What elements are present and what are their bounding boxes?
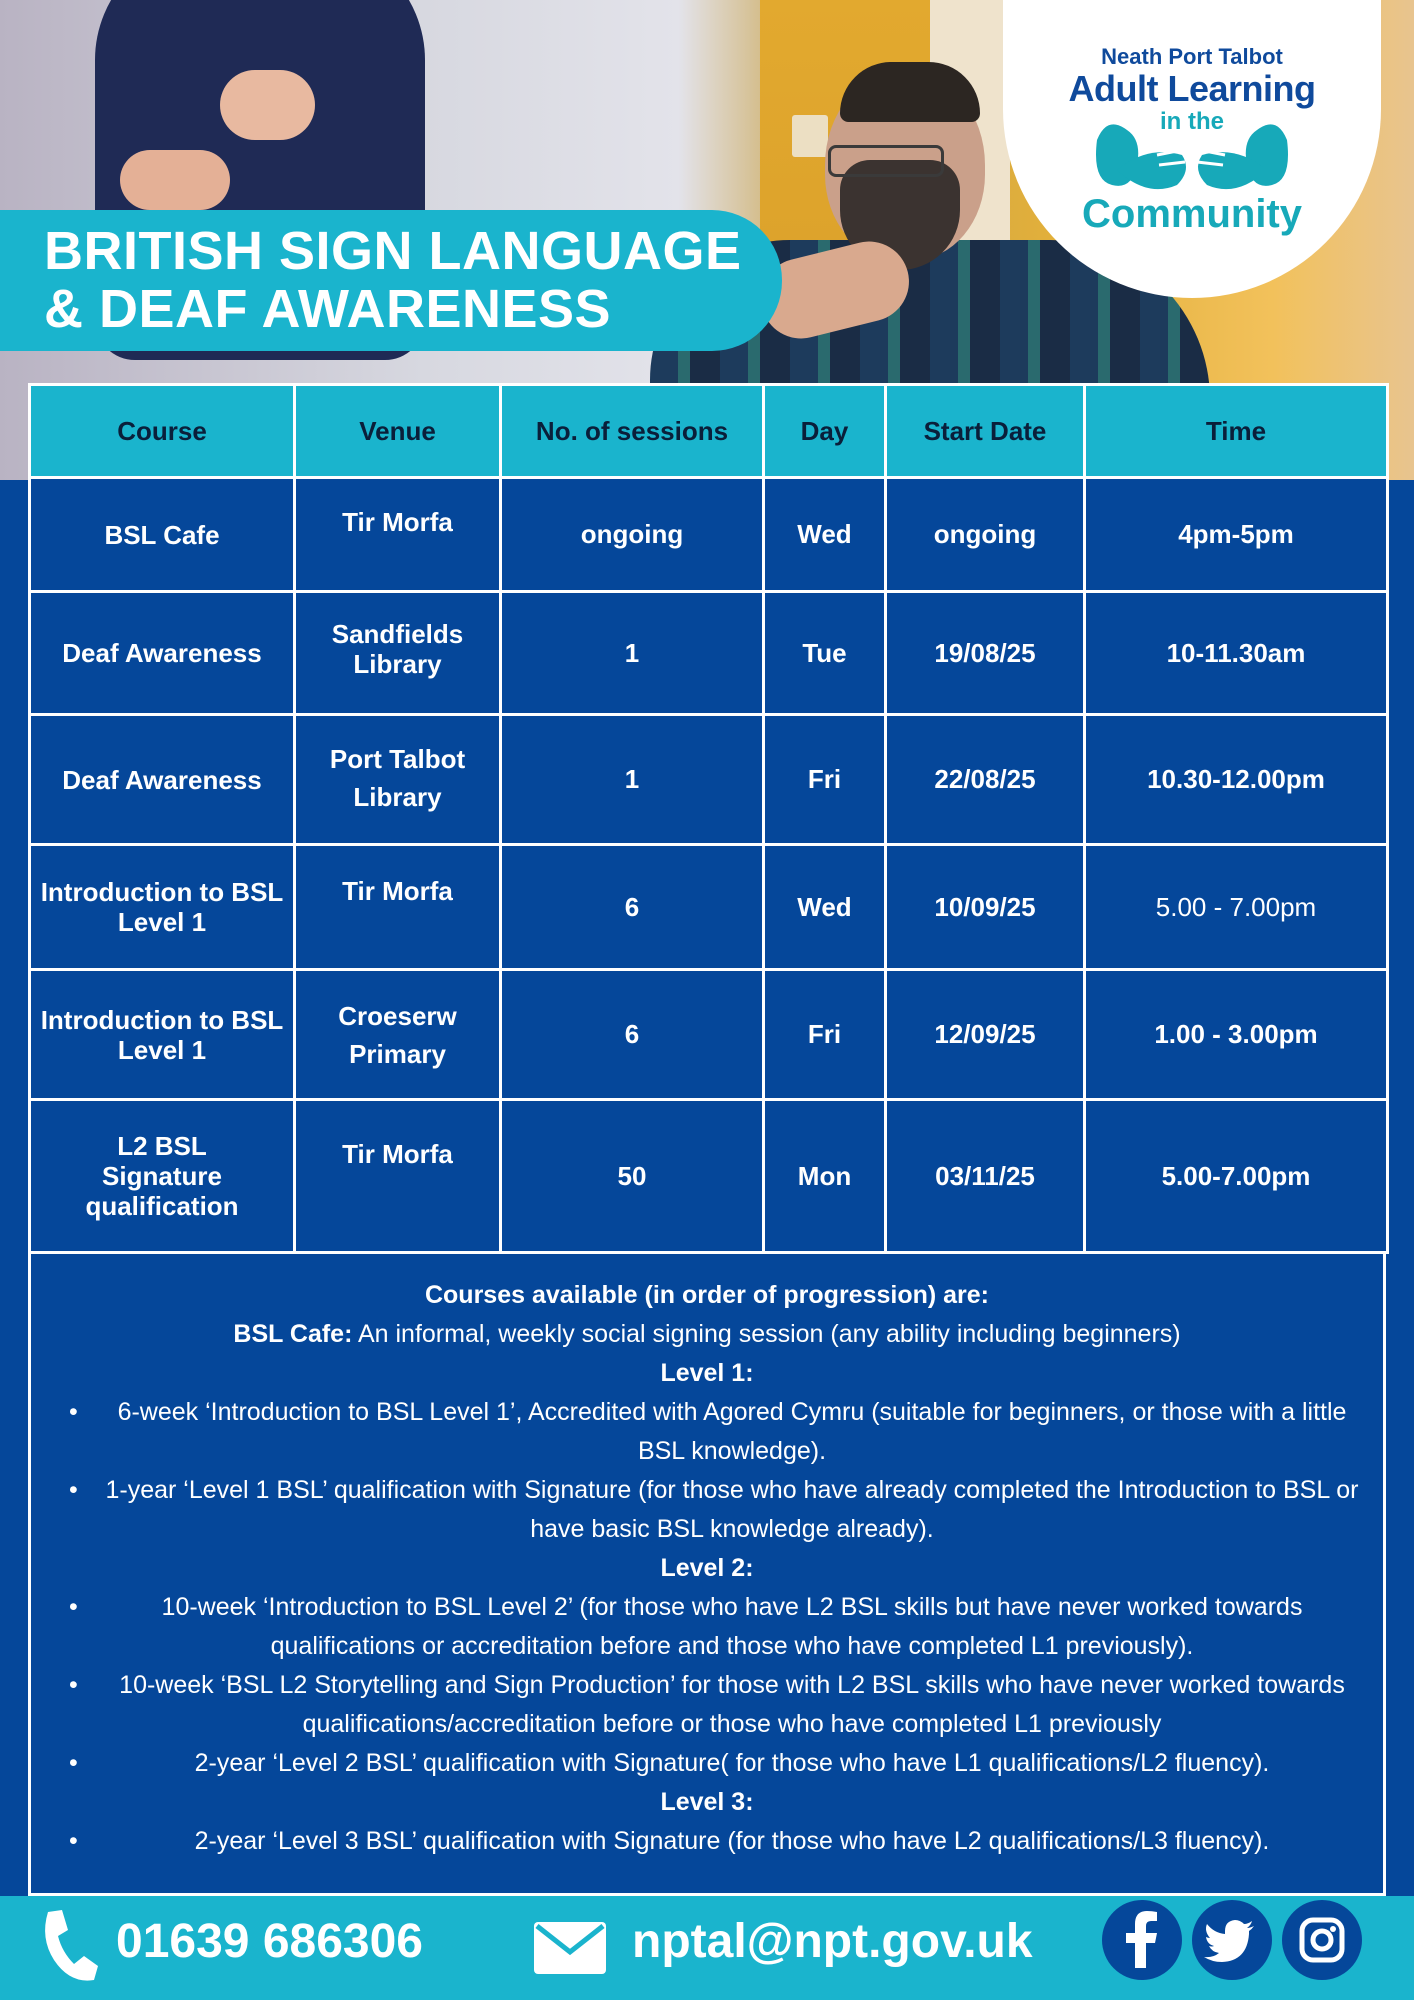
cell-sessions: 1 <box>501 592 764 715</box>
cell-day: Wed <box>764 478 886 592</box>
cell-sessions: ongoing <box>501 478 764 592</box>
photo-hand <box>120 150 230 210</box>
logo-line-2: Adult Learning <box>1068 68 1316 109</box>
cell-venue: Tir Morfa <box>295 845 501 970</box>
cell-time: 10-11.30am <box>1085 592 1388 715</box>
title-banner <box>0 210 782 351</box>
column-header-start-date: Start Date <box>886 385 1085 478</box>
cell-course: Introduction to BSL Level 1 <box>30 845 295 970</box>
table-row <box>30 478 1388 592</box>
cell-time: 4pm-5pm <box>1085 478 1388 592</box>
column-header-venue: Venue <box>295 385 501 478</box>
table-row <box>30 715 1388 845</box>
cell-venue: Sandfields Library <box>295 592 501 715</box>
cell-time: 10.30-12.00pm <box>1085 715 1388 845</box>
list-item: • 10-week ‘Introduction to BSL Level 2’ (for those who have L2 BSL skills but have never worked towards qualifications or accreditation before and those who have completed L1 previously). <box>31 1588 1383 1666</box>
cell-sessions: 50 <box>501 1100 764 1253</box>
cell-start-date: 22/08/25 <box>886 715 1085 845</box>
photo-glasses <box>828 145 944 177</box>
cell-start-date: 12/09/25 <box>886 970 1085 1100</box>
level-1-list <box>31 1393 1383 1549</box>
course-info-box <box>28 1254 1386 1896</box>
info-heading: Courses available (in order of progression) are: <box>424 1281 990 1309</box>
bsl-cafe-text: An informal, weekly social signing session (any ability including beginners) <box>352 1320 1181 1348</box>
page-title <box>44 222 742 338</box>
phone-number[interactable]: 01639 686306 <box>116 1915 423 1968</box>
table-row <box>30 845 1388 970</box>
logo-line-4: Community <box>1082 192 1302 236</box>
cell-time: 1.00 - 3.00pm <box>1085 970 1388 1100</box>
facebook-icon <box>1102 1900 1182 1980</box>
phone-icon <box>40 1908 100 1984</box>
column-header-sessions: No. of sessions <box>501 385 764 478</box>
list-item: • 1-year ‘Level 1 BSL’ qualification with Signature (for those who have already completed the Introduction to BSL or have basic BSL knowledge already). <box>31 1471 1383 1549</box>
table-row <box>30 592 1388 715</box>
logo-line-1: Neath Port Talbot <box>1101 44 1283 69</box>
logo-line-3: in the <box>1160 108 1224 135</box>
column-header-time: Time <box>1085 385 1388 478</box>
email-icon <box>534 1922 606 1974</box>
cell-start-date: 10/09/25 <box>886 845 1085 970</box>
cell-sessions: 6 <box>501 845 764 970</box>
cell-time: 5.00-7.00pm <box>1085 1100 1388 1253</box>
list-item: • 2-year ‘Level 3 BSL’ qualification with Signature (for those who have L2 qualifications/L3 fluency). <box>31 1822 1383 1861</box>
cell-day: Mon <box>764 1100 886 1253</box>
hands-icon <box>1087 110 1297 200</box>
level-1-heading: Level 1: <box>660 1359 754 1387</box>
level-3-list <box>31 1822 1383 1861</box>
bsl-cafe-description <box>31 1315 1383 1354</box>
cell-day: Wed <box>764 845 886 970</box>
cell-course: L2 BSL Signature qualification <box>30 1100 295 1253</box>
cell-sessions: 1 <box>501 715 764 845</box>
list-item: • 2-year ‘Level 2 BSL’ qualification with Signature( for those who have L1 qualifications/L2 fluency). <box>31 1744 1383 1783</box>
cell-venue: Tir Morfa <box>295 1100 501 1253</box>
list-item: • 10-week ‘BSL L2 Storytelling and Sign Production’ for those with L2 BSL skills who have never worked towards qualifications/accreditation before or those who have completed L1 previously <box>31 1666 1383 1744</box>
course-schedule-table <box>28 383 1389 1254</box>
level-2-list <box>31 1588 1383 1783</box>
instagram-link[interactable] <box>1282 1900 1362 1980</box>
email-address[interactable]: nptal@npt.gov.uk <box>632 1915 1033 1968</box>
photo-hand <box>220 70 315 140</box>
twitter-link[interactable] <box>1192 1900 1272 1980</box>
cell-venue: Port Talbot Library <box>295 715 501 845</box>
cell-start-date: 03/11/25 <box>886 1100 1085 1253</box>
table-row <box>30 1100 1388 1253</box>
title-line-2: & DEAF AWARENESS <box>44 279 612 339</box>
list-item: • 6-week ‘Introduction to BSL Level 1’, Accredited with Agored Cymru (suitable for beginners, or those with a little BSL knowledge). <box>31 1393 1383 1471</box>
photo-signer-man-hair <box>840 62 980 122</box>
column-header-day: Day <box>764 385 886 478</box>
cell-course: Deaf Awareness <box>30 715 295 845</box>
cell-start-date: ongoing <box>886 478 1085 592</box>
column-header-course: Course <box>30 385 295 478</box>
cell-day: Tue <box>764 592 886 715</box>
cell-sessions: 6 <box>501 970 764 1100</box>
cell-start-date: 19/08/25 <box>886 592 1085 715</box>
title-line-1: BRITISH SIGN LANGUAGE <box>44 221 742 281</box>
photo-light-switch <box>792 115 828 157</box>
cell-course: Introduction to BSL Level 1 <box>30 970 295 1100</box>
facebook-link[interactable] <box>1102 1900 1182 1980</box>
cell-course: BSL Cafe <box>30 478 295 592</box>
table-header-row <box>30 385 1388 478</box>
level-3-heading: Level 3: <box>660 1788 754 1816</box>
cell-day: Fri <box>764 970 886 1100</box>
cell-course: Deaf Awareness <box>30 592 295 715</box>
cell-day: Fri <box>764 715 886 845</box>
bsl-cafe-label: BSL Cafe: <box>233 1320 353 1348</box>
cell-time: 5.00 - 7.00pm <box>1085 845 1388 970</box>
cell-venue: Croeserw Primary <box>295 970 501 1100</box>
table-row <box>30 970 1388 1100</box>
level-2-heading: Level 2: <box>660 1554 754 1582</box>
instagram-icon <box>1282 1900 1362 1980</box>
cell-venue: Tir Morfa <box>295 478 501 592</box>
twitter-icon <box>1192 1900 1272 1980</box>
